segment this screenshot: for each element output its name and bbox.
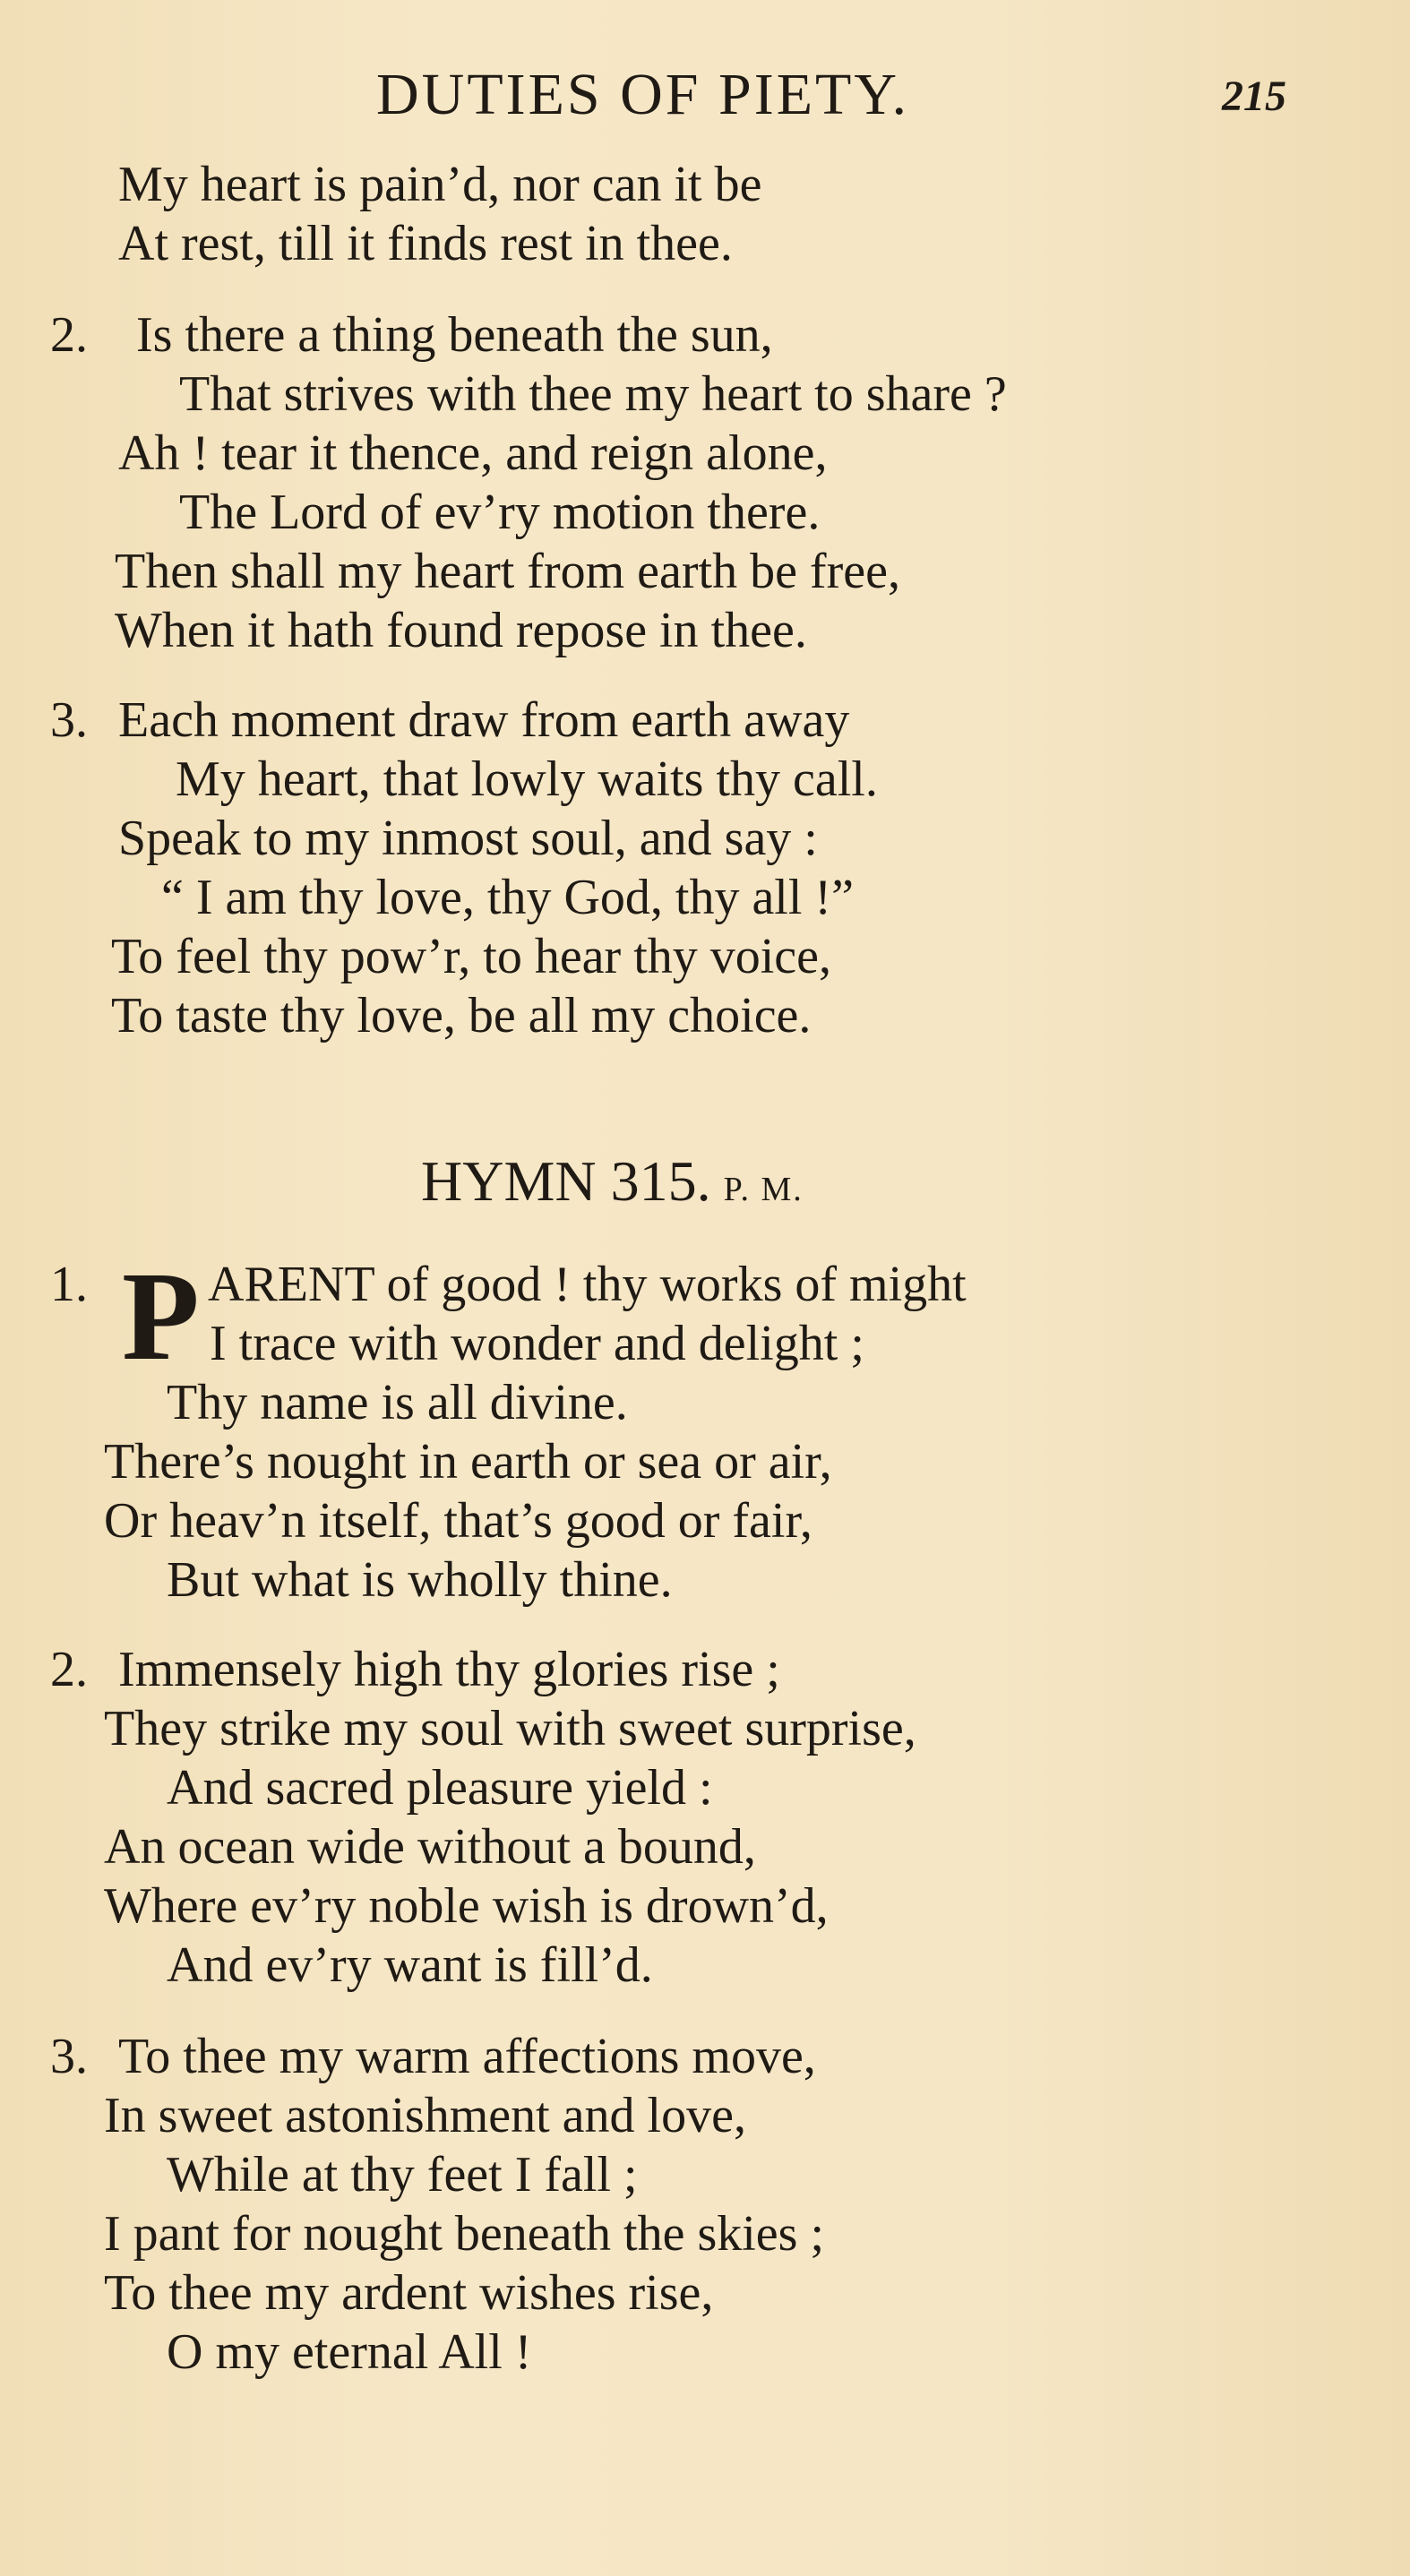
verse-line: I trace with wonder and delight ; (210, 1316, 864, 1371)
verse-line: My heart is pain’d, nor can it be (118, 157, 762, 212)
verse-line: While at thy feet I fall ; (167, 2147, 638, 2202)
verse-line: They strike my soul with sweet surprise, (104, 1701, 916, 1756)
verse-line: The Lord of ev’ry motion there. (179, 485, 821, 540)
verse-line: My heart, that lowly waits thy call. (176, 751, 878, 807)
verse-line: Ah ! tear it thence, and reign alone, (118, 425, 828, 481)
verse-line: Then shall my heart from earth be free, (115, 544, 900, 599)
verse-line: When it hath found repose in thee. (115, 603, 807, 658)
verse-line: Each moment draw from earth away (118, 692, 850, 748)
stanza-number: 2. (50, 1642, 88, 1697)
hymn-meter: P. M. (723, 1171, 804, 1208)
verse-line: There’s nought in earth or sea or air, (104, 1434, 832, 1490)
verse-line: To thee my ardent wishes rise, (104, 2265, 714, 2321)
verse-line: But what is wholly thine. (167, 1552, 673, 1608)
verse-line: And ev’ry want is fill’d. (167, 1937, 653, 1993)
hymn-title: HYMN 315. (421, 1149, 711, 1213)
verse-line: To taste thy love, be all my choice. (111, 988, 812, 1043)
page-number: 215 (1222, 73, 1286, 120)
verse-line: That strives with thee my heart to share ? (179, 366, 1007, 422)
verse-line: Or heav’n itself, that’s good or fair, (104, 1493, 812, 1549)
stanza-number: 3. (50, 2029, 88, 2084)
verse-line: Where ev’ry noble wish is drown’d, (104, 1878, 829, 1934)
verse-line: In sweet astonishment and love, (104, 2088, 746, 2143)
verse-line: Is there a thing beneath the sun, (136, 307, 773, 363)
stanza-number: 1. (50, 1257, 88, 1312)
verse-line: Speak to my inmost soul, and say : (118, 811, 818, 866)
verse-line: Thy name is all divine. (167, 1375, 628, 1430)
verse-line: Immensely high thy glories rise ; (118, 1642, 780, 1697)
hymn-heading (421, 1148, 804, 1215)
stanza-number: 2. (50, 307, 88, 363)
verse-line: To thee my warm affections move, (118, 2029, 816, 2084)
verse-line: “ I am thy love, thy God, thy all !” (161, 870, 854, 925)
running-header: DUTIES OF PIETY. (376, 62, 909, 127)
drop-cap: P (122, 1245, 200, 1387)
verse-line: O my eternal All ! (167, 2324, 532, 2380)
verse-line: I pant for nought beneath the skies ; (104, 2206, 825, 2262)
verse-line: To feel thy pow’r, to hear thy voice, (111, 929, 832, 984)
verse-line: ARENT of good ! thy works of might (208, 1257, 967, 1312)
verse-line: And sacred pleasure yield : (167, 1760, 713, 1816)
verse-line: An ocean wide without a bound, (104, 1819, 756, 1875)
verse-line: At rest, till it finds rest in thee. (118, 216, 733, 271)
stanza-number: 3. (50, 692, 88, 748)
